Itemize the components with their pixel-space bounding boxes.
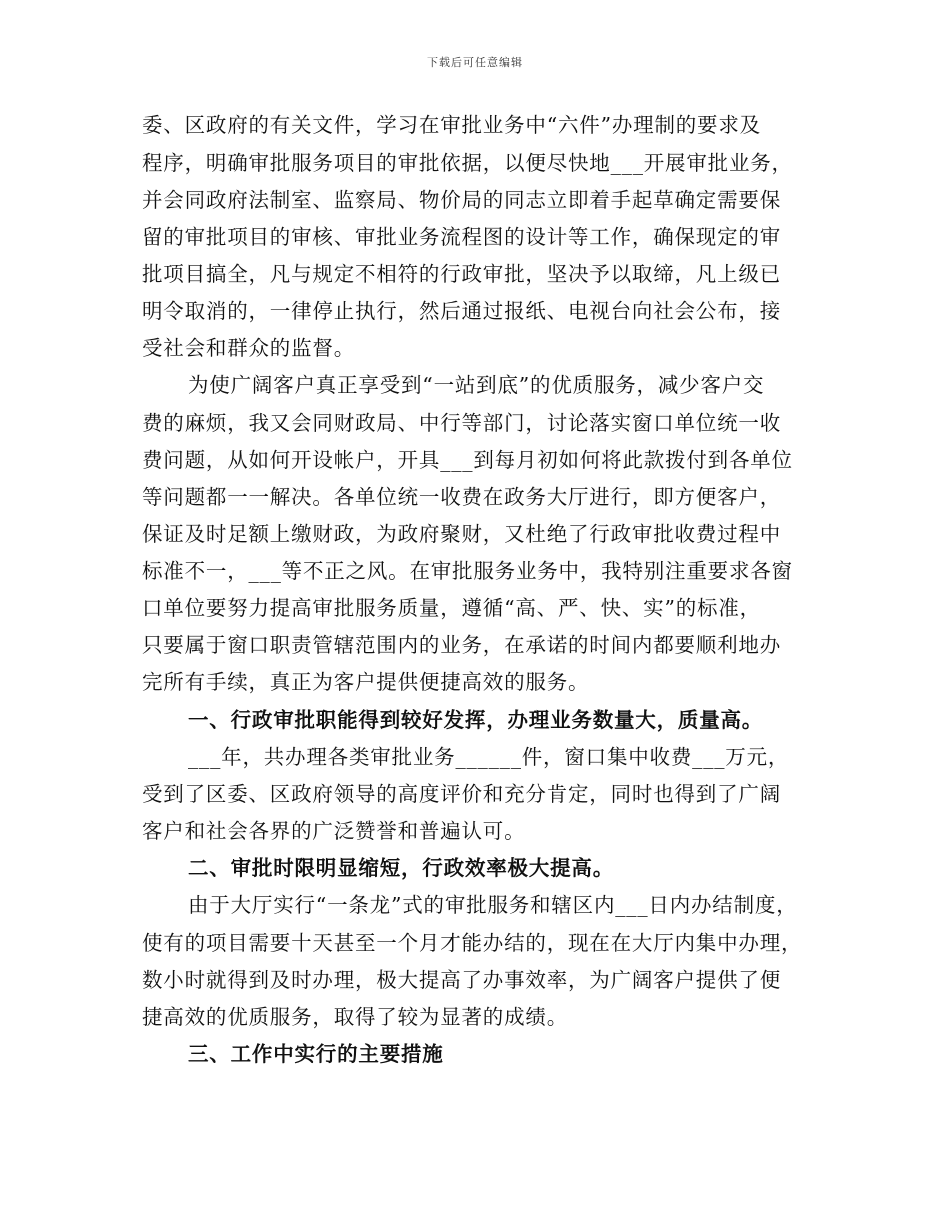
text-line: 使有的项目需要十天甚至一个月才能办结的，现在在大厅内集中办理， — [142, 931, 803, 955]
text-line: 捷高效的优质服务，取得了较为显著的成绩。 — [142, 1005, 568, 1029]
text-line: 程序，明确审批服务项目的审批依据，以便尽快地___开展审批业务， — [142, 151, 793, 175]
section-heading-1: 一、行政审批职能得到较好发挥，办理业务数量大，质量高。 — [188, 708, 764, 732]
page-header: 下载后可任意编辑 — [427, 56, 523, 69]
text-line: 费的麻烦，我又会同财政局、中行等部门，讨论落实窗口单位统一收 — [142, 411, 781, 435]
text-line: 标准不一，___等不正之风。在审批服务业务中，我特别注重要求各窗 — [142, 559, 793, 583]
paragraph-first-line: 由于大厅实行“一条龙”式的审批服务和辖区内___日内办结制度， — [188, 893, 798, 917]
text-line: 数小时就得到及时办理，极大提高了办事效率，为广阔客户提供了便 — [142, 968, 781, 992]
section-heading-2: 二、审批时限明显缩短，行政效率极大提高。 — [188, 856, 614, 880]
text-line: 客户和社会各界的广泛赞誉和普遍认可。 — [142, 819, 526, 843]
text-line: 费问题，从如何开设帐户，开具___到每月初如何将此款拨付到各单位 — [142, 448, 793, 472]
text-line: 保证及时足额上缴财政，为政府聚财，又杜绝了行政审批收费过程中 — [142, 522, 781, 546]
text-line: 口单位要努力提高审批服务质量，遵循“高、严、快、实”的标准， — [142, 596, 761, 620]
text-line: 留的审批项目的审核、审批业务流程图的设计等工作，确保现定的审 — [142, 225, 781, 249]
text-line: 委、区政府的有关文件，学习在审批业务中“六件”办理制的要求及 — [142, 113, 761, 137]
text-line: 并会同政府法制室、监察局、物价局的同志立即着手起草确定需要保 — [142, 188, 781, 212]
text-line: 只要属于窗口职责管辖范围内的业务，在承诺的时间内都要顺利地办 — [142, 633, 781, 657]
section-heading-3: 三、工作中实行的主要措施 — [188, 1042, 444, 1066]
paragraph-first-line: ___年，共办理各类审批业务______件，窗口集中收费___万元， — [188, 745, 790, 769]
text-line: 受社会和群众的监督。 — [142, 336, 355, 360]
text-line: 批项目搞全，凡与规定不相符的行政审批，坚决予以取缔，凡上级已 — [142, 262, 781, 286]
text-line: 受到了区委、区政府领导的高度评价和充分肯定，同时也得到了广阔 — [142, 782, 781, 806]
text-line: 完所有手续，真正为客户提供便捷高效的服务。 — [142, 670, 590, 694]
text-line: 明令取消的，一律停止执行，然后通过报纸、电视台向社会公布，接 — [142, 299, 781, 323]
paragraph-first-line: 为使广阔客户真正享受到“一站到底”的优质服务，减少客户交 — [188, 373, 765, 397]
text-line: 等问题都一一解决。各单位统一收费在政务大厅进行，即方便客户， — [142, 485, 781, 509]
